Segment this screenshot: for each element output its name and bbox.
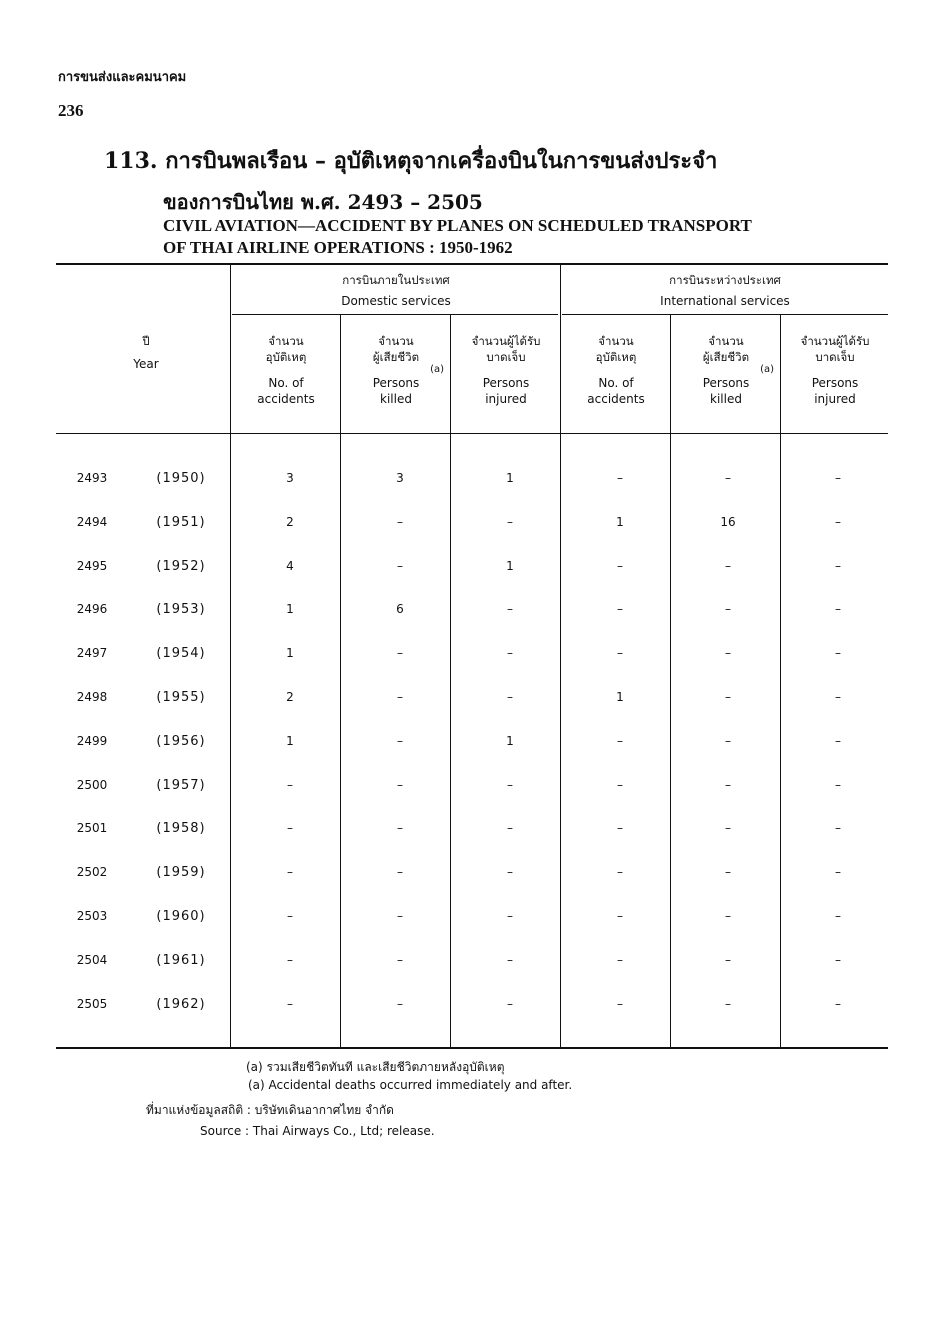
value-cell: – xyxy=(507,865,513,879)
value-cell: – xyxy=(617,734,623,748)
running-head: การขนส่งและคมนาคม xyxy=(58,70,187,85)
source-english: Source : Thai Airways Co., Ltd; release. xyxy=(200,1124,435,1138)
value-cell: – xyxy=(725,734,731,748)
value-cell: – xyxy=(835,690,841,704)
year-thai-cell: 2501 xyxy=(76,821,108,835)
year-thai-cell: 2499 xyxy=(76,734,108,748)
col-header-domestic-injured: จำนวนผู้ได้รับ บาดเจ็บ Persons injured xyxy=(471,334,541,406)
value-cell: – xyxy=(835,953,841,967)
column-divider xyxy=(450,314,451,1047)
value-cell: – xyxy=(835,909,841,923)
domestic-header-thai: การบินภายในประเทศ xyxy=(342,273,450,287)
value-cell: 3 xyxy=(396,471,404,485)
value-cell: – xyxy=(617,602,623,616)
value-cell: 4 xyxy=(286,559,294,573)
value-cell: – xyxy=(617,865,623,879)
value-cell: – xyxy=(835,471,841,485)
year-english-cell: (1955) xyxy=(156,690,206,705)
value-cell: – xyxy=(507,953,513,967)
value-cell: – xyxy=(507,602,513,616)
footnote-marker: (a) xyxy=(430,364,444,375)
value-cell: – xyxy=(287,953,293,967)
footnote-thai: (a) รวมเสียชีวิตทันที และเสียชีวิตภายหลังอุบัติเหตุ xyxy=(246,1060,505,1074)
value-cell: – xyxy=(617,953,623,967)
value-cell: – xyxy=(397,778,403,792)
value-cell: – xyxy=(725,953,731,967)
value-cell: 1 xyxy=(506,559,514,573)
value-cell: – xyxy=(507,821,513,835)
column-divider xyxy=(670,314,671,1047)
value-cell: – xyxy=(507,778,513,792)
table-title-english-line2: OF THAI AIRLINE OPERATIONS : 1950-1962 xyxy=(163,238,513,257)
year-thai-cell: 2496 xyxy=(76,602,108,616)
value-cell: 1 xyxy=(506,471,514,485)
year-header-thai: ปี xyxy=(142,334,150,348)
group-header-rule-international xyxy=(562,314,888,315)
value-cell: – xyxy=(397,734,403,748)
value-cell: – xyxy=(287,997,293,1011)
year-thai-cell: 2505 xyxy=(76,997,108,1011)
value-cell: – xyxy=(725,602,731,616)
value-cell: 1 xyxy=(506,734,514,748)
value-cell: 1 xyxy=(616,515,624,529)
value-cell: – xyxy=(397,646,403,660)
year-english-cell: (1953) xyxy=(156,602,206,617)
year-english-cell: (1954) xyxy=(156,646,206,661)
value-cell: – xyxy=(507,909,513,923)
year-english-cell: (1951) xyxy=(156,515,206,530)
value-cell: – xyxy=(617,559,623,573)
year-thai-cell: 2500 xyxy=(76,778,108,792)
column-divider xyxy=(340,314,341,1047)
value-cell: 2 xyxy=(286,515,294,529)
value-cell: – xyxy=(617,471,623,485)
year-thai-cell: 2498 xyxy=(76,690,108,704)
year-thai-cell: 2493 xyxy=(76,471,108,485)
col-header-international-accidents: จำนวน อุบัติเหตุ No. of accidents xyxy=(587,334,645,406)
year-thai-cell: 2495 xyxy=(76,559,108,573)
value-cell: – xyxy=(397,515,403,529)
col-header-domestic-killed: จำนวน ผู้เสียชีวิต (a) Persons killed xyxy=(342,333,450,407)
value-cell: – xyxy=(725,821,731,835)
year-english-cell: (1960) xyxy=(156,909,206,924)
year-english-cell: (1961) xyxy=(156,953,206,968)
international-header-english: International services xyxy=(660,294,790,308)
value-cell: – xyxy=(507,646,513,660)
value-cell: – xyxy=(725,909,731,923)
value-cell: 6 xyxy=(396,602,404,616)
header-bottom-rule xyxy=(56,433,888,434)
value-cell: – xyxy=(835,559,841,573)
table-bottom-rule xyxy=(56,1047,888,1049)
value-cell: 2 xyxy=(286,690,294,704)
value-cell: – xyxy=(835,821,841,835)
year-thai-cell: 2503 xyxy=(76,909,108,923)
value-cell: – xyxy=(725,997,731,1011)
value-cell: – xyxy=(725,559,731,573)
col-header-international-injured: จำนวนผู้ได้รับ บาดเจ็บ Persons injured xyxy=(800,334,870,406)
footnote-english: (a) Accidental deaths occurred immediately and after. xyxy=(248,1078,573,1092)
year-english-cell: (1956) xyxy=(156,734,206,749)
col-header-international-killed: จำนวน ผู้เสียชีวิต (a) Persons killed xyxy=(672,333,780,407)
value-cell: – xyxy=(287,909,293,923)
value-cell: – xyxy=(725,865,731,879)
table-title-thai-line1: 113. การบินพลเรือน – อุบัติเหตุจากเครื่องบินในการขนส่งประจำ xyxy=(104,148,718,174)
value-cell: – xyxy=(725,646,731,660)
column-divider xyxy=(780,314,781,1047)
year-english-cell: (1950) xyxy=(156,471,206,486)
year-english-cell: (1959) xyxy=(156,865,206,880)
table-top-rule xyxy=(56,263,888,265)
value-cell: 1 xyxy=(286,734,294,748)
year-thai-cell: 2504 xyxy=(76,953,108,967)
value-cell: – xyxy=(617,646,623,660)
year-english-cell: (1952) xyxy=(156,559,206,574)
value-cell: – xyxy=(835,778,841,792)
group-header-rule-domestic xyxy=(232,314,558,315)
value-cell: 3 xyxy=(286,471,294,485)
international-header-thai: การบินระหว่างประเทศ xyxy=(669,273,781,287)
value-cell: – xyxy=(287,821,293,835)
value-cell: – xyxy=(617,821,623,835)
value-cell: – xyxy=(835,734,841,748)
value-cell: – xyxy=(835,865,841,879)
value-cell: – xyxy=(397,865,403,879)
value-cell: – xyxy=(725,471,731,485)
column-divider xyxy=(560,265,561,1047)
value-cell: – xyxy=(835,515,841,529)
value-cell: – xyxy=(287,778,293,792)
year-english-cell: (1957) xyxy=(156,778,206,793)
year-thai-cell: 2497 xyxy=(76,646,108,660)
value-cell: – xyxy=(835,997,841,1011)
year-english-cell: (1958) xyxy=(156,821,206,836)
year-english-cell: (1962) xyxy=(156,997,206,1012)
value-cell: – xyxy=(397,909,403,923)
page-number: 236 xyxy=(58,101,84,120)
year-thai-cell: 2502 xyxy=(76,865,108,879)
column-divider xyxy=(230,265,231,1047)
value-cell: – xyxy=(287,865,293,879)
table-title-english-line1: CIVIL AVIATION—ACCIDENT BY PLANES ON SCHEDULED TRANSPORT xyxy=(163,216,752,235)
value-cell: 1 xyxy=(286,646,294,660)
year-header-english: Year xyxy=(133,357,159,371)
value-cell: – xyxy=(835,646,841,660)
value-cell: – xyxy=(725,690,731,704)
value-cell: – xyxy=(397,690,403,704)
value-cell: – xyxy=(507,690,513,704)
value-cell: – xyxy=(617,778,623,792)
value-cell: 16 xyxy=(720,515,736,529)
value-cell: – xyxy=(617,909,623,923)
value-cell: 1 xyxy=(286,602,294,616)
value-cell: – xyxy=(835,602,841,616)
value-cell: – xyxy=(725,778,731,792)
footnote-marker: (a) xyxy=(760,364,774,375)
value-cell: 1 xyxy=(616,690,624,704)
value-cell: – xyxy=(397,953,403,967)
table-title-thai-line2: ของการบินไทย พ.ศ. 2493 – 2505 xyxy=(163,190,483,214)
value-cell: – xyxy=(617,997,623,1011)
value-cell: – xyxy=(507,997,513,1011)
value-cell: – xyxy=(397,997,403,1011)
col-header-domestic-accidents: จำนวน อุบัติเหตุ No. of accidents xyxy=(257,334,315,406)
domestic-header-english: Domestic services xyxy=(341,294,451,308)
source-thai: ที่มาแห่งข้อมูลสถิติ : บริษัทเดินอากาศไทย จำกัด xyxy=(146,1103,394,1117)
value-cell: – xyxy=(397,821,403,835)
value-cell: – xyxy=(397,559,403,573)
value-cell: – xyxy=(507,515,513,529)
year-thai-cell: 2494 xyxy=(76,515,108,529)
